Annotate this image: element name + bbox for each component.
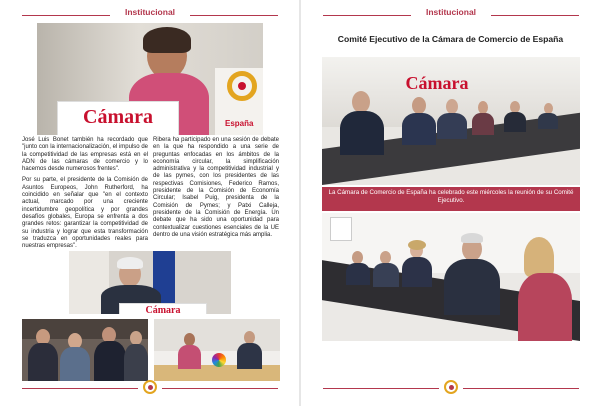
text-column-1 <box>22 137 148 254</box>
header-rule-left <box>22 15 110 16</box>
photo-caption: La Cámara de Comercio de España ha celebrado este miércoles la reunión de su Comité Ejecutivo. <box>322 187 580 211</box>
article-title: Comité Ejecutivo de la Cámara de Comercio de España <box>337 34 564 44</box>
camara-banner-small: Cámara <box>119 303 207 314</box>
header-rule-right <box>190 15 278 16</box>
header-rule-right <box>491 15 579 16</box>
camara-banner: Cámara <box>57 101 179 135</box>
camara-footer-logo-icon <box>444 380 458 394</box>
left-page <box>0 0 299 406</box>
audience-photo <box>22 319 148 381</box>
sdg-wheel-icon <box>212 353 226 367</box>
footer-rule-left <box>22 388 138 389</box>
footer-rule-right <box>162 388 278 389</box>
camara-wall-logo: Cámara <box>405 73 469 93</box>
paragraph: José Luis Bonet también ha recordado que "junto con la internacionalización, el impulso de la competitividad de las empresas está en el ADN de las cámaras de comercio y lo hacemos desde numerosos frentes". <box>22 137 148 173</box>
rutherford-photo <box>69 251 231 314</box>
footer-rule-right <box>463 388 579 389</box>
camara-logo-mark <box>227 71 257 101</box>
paragraph: Ribera ha participado en una sesión de debate en la que ha respondido a una serie de preguntas enfocadas en los ámbitos de la economía circular, la simplificación administrativa y la competitividad industrial y de las pymes, con los presidentes de las respectivas Comisiones, Federico Ramos, presidente de la Comisión de Economía Circular; Isabel Puig, presidenta de la Comisión de Pymes; y Patxi Calleja, presidente de la Comisión de Energía. Un debate que ha sido una oportunidad para contextualizar cuestiones esenciales de la UE dentro de una visión estratégica más amplia. <box>153 137 279 238</box>
speaker-photo <box>37 23 263 135</box>
section-title: Institucional <box>124 7 176 17</box>
text-column-2 <box>153 137 279 243</box>
header-rule-left <box>323 15 411 16</box>
camara-footer-logo-icon <box>143 380 157 394</box>
espana-label: España <box>225 119 254 128</box>
paragraph: Por su parte, el presidente de la Comisión de Asuntos Europeos, John Rutherford, ha coincidido en señalar que "en el contexto actual, marcado por una creciente incertidumbre geopolítica y por grandes desafíos globales, Europa se enfrenta a dos grandes retos: garantizar la competitividad de su industria y lograr que esta transformación se traduzca en oportunidades reales para nuestras empresas". <box>22 177 148 250</box>
footer-rule-left <box>323 388 439 389</box>
meeting-photo-top <box>322 57 580 185</box>
meeting-photo-bottom <box>322 213 580 341</box>
section-title: Institucional <box>425 7 477 17</box>
panel-photo <box>154 319 280 381</box>
right-page <box>301 0 600 406</box>
